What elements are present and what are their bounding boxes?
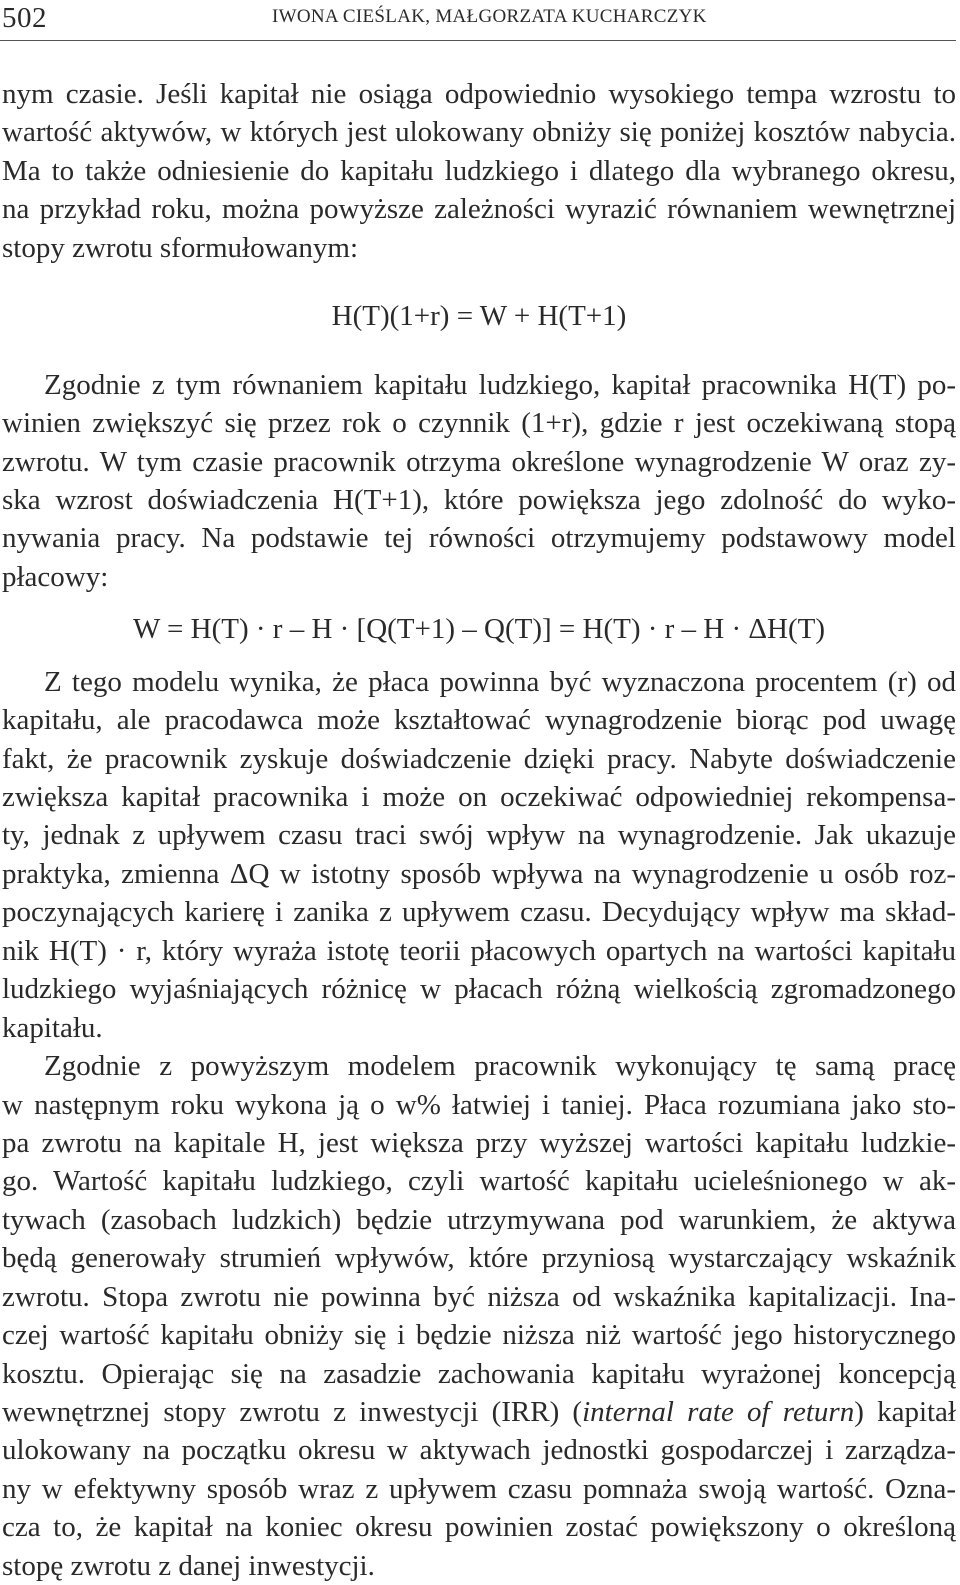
- text-line: fakt, że pracownik zyskuje doświadczenie dzięki pracy. Nabyte doświadczenie: [2, 742, 956, 775]
- text-line: ludzkiego wyjaśniających różnicę w płacach różną wielkością zgromadzonego: [2, 973, 956, 1006]
- text-line: go. Wartość kapitału ludzkiego, czyli wartość kapitału ucieleśnionego w ak-: [2, 1165, 956, 1198]
- text-line: płacowy:: [2, 560, 109, 593]
- text-line: cza to, że kapitał na koniec okresu powinien zostać powiększony o określoną: [2, 1511, 956, 1544]
- text-line: zwrotu. W tym czasie pracownik otrzyma określone wynagrodzenie W oraz zy-: [2, 445, 956, 478]
- text-line: ty, jednak z upływem czasu traci swój wpływ na wynagrodzenie. Jak ukazuje: [2, 819, 956, 852]
- text-line: praktyka, zmienna ΔQ w istotny sposób wpływa na wynagrodzenie u osób roz-: [2, 857, 956, 890]
- text-line: zwrotu. Stopa zwrotu nie powinna być niższa od wskaźnika kapitalizacji. Ina-: [2, 1280, 956, 1313]
- text-line: nywania pracy. Na podstawie tej równości otrzymujemy podstawowy model: [2, 522, 956, 555]
- text-segment: wewnętrznej stopy zwrotu z inwestycji (IRR) (: [2, 1396, 583, 1428]
- text-line: czej wartość kapitału obniży się i będzie niższa niż wartość jego historycznego: [2, 1319, 956, 1352]
- text-segment: ) kapitał: [854, 1396, 956, 1428]
- running-head-authors: IWONA CIEŚLAK, MAŁGORZATA KUCHARCZYK: [272, 6, 707, 27]
- text-line: stopę zwrotu z danej inwestycji.: [2, 1549, 375, 1582]
- equation-wage-model: W = H(T) · r – H · [Q(T+1) – Q(T)] = H(T) · r – H · ΔH(T): [132, 613, 826, 646]
- text-line: pa zwrotu na kapitale H, jest większa przy wyższej wartości kapitału ludzkie-: [2, 1126, 956, 1159]
- text-line: stopy zwrotu sformułowanym:: [2, 231, 359, 264]
- page-number: 502: [2, 2, 47, 34]
- text-line-with-italic: [2, 1393, 956, 1431]
- running-header: [0, 0, 960, 44]
- text-line: wartość aktywów, w których jest ulokowany obniży się poniżej kosztów nabycia.: [2, 116, 956, 149]
- text-line: ulokowany na początku okresu w aktywach jednostki gospodarczej i zarządza-: [2, 1434, 956, 1467]
- text-line: ska wzrost doświadczenia H(T+1), które powiększa jego zdolność do wyko-: [2, 483, 956, 516]
- text-line: nym czasie. Jeśli kapitał nie osiąga odpowiednio wysokiego tempa wzrostu to: [2, 78, 956, 110]
- text-line: kapitału.: [2, 1011, 103, 1044]
- text-line: Ma to także odniesienie do kapitału ludzkiego i dlatego dla wybranego okresu,: [2, 154, 956, 187]
- text-line: będą generowały strumień wpływów, które przyniosą wystarczający wskaźnik: [2, 1242, 956, 1275]
- text-line: w następnym roku wykona ją o w% łatwiej i taniej. Płaca rozumiana jako sto-: [2, 1088, 956, 1121]
- text-line: Zgodnie z powyższym modelem pracownik wykonujący tę samą pracę: [44, 1050, 956, 1083]
- italic-term: internal rate of return: [582, 1396, 855, 1428]
- text-line: Z tego modelu wynika, że płaca powinna być wyznaczona procentem (r) od: [44, 665, 956, 698]
- text-line: poczynających karierę i zanika z upływem czasu. Decydujący wpływ ma skład-: [2, 896, 956, 929]
- text-line: winien zwiększyć się przez rok o czynnik (1+r), gdzie r jest oczekiwaną stopą: [2, 407, 956, 440]
- text-line: kapitału, ale pracodawca może kształtować wynagrodzenie biorąc pod uwagę: [2, 704, 956, 737]
- text-line: tywach (zasobach ludzkich) będzie utrzymywana pod warunkiem, że aktywa: [2, 1203, 956, 1236]
- text-line: nik H(T) · r, który wyraża istotę teorii płacowych opartych na wartości kapitału: [2, 934, 956, 967]
- header-rule: [0, 40, 956, 41]
- text-line: Zgodnie z tym równaniem kapitału ludzkiego, kapitał pracownika H(T) po-: [44, 368, 956, 401]
- equation-internal-rate-of-return: H(T)(1+r) = W + H(T+1): [331, 300, 627, 333]
- body-text: [2, 75, 956, 1585]
- text-line: zwiększa kapitał pracownika i może on oczekiwać odpowiedniej rekompensa-: [2, 781, 956, 813]
- text-line: na przykład roku, można powyższe zależności wyrazić równaniem wewnętrznej: [2, 193, 956, 226]
- text-line: kosztu. Opierając się na zasadzie zachowania kapitału wyrażonej koncepcją: [2, 1357, 956, 1390]
- text-line: ny w efektywny sposób wraz z upływem czasu pomnaża swoją wartość. Ozna-: [2, 1472, 956, 1505]
